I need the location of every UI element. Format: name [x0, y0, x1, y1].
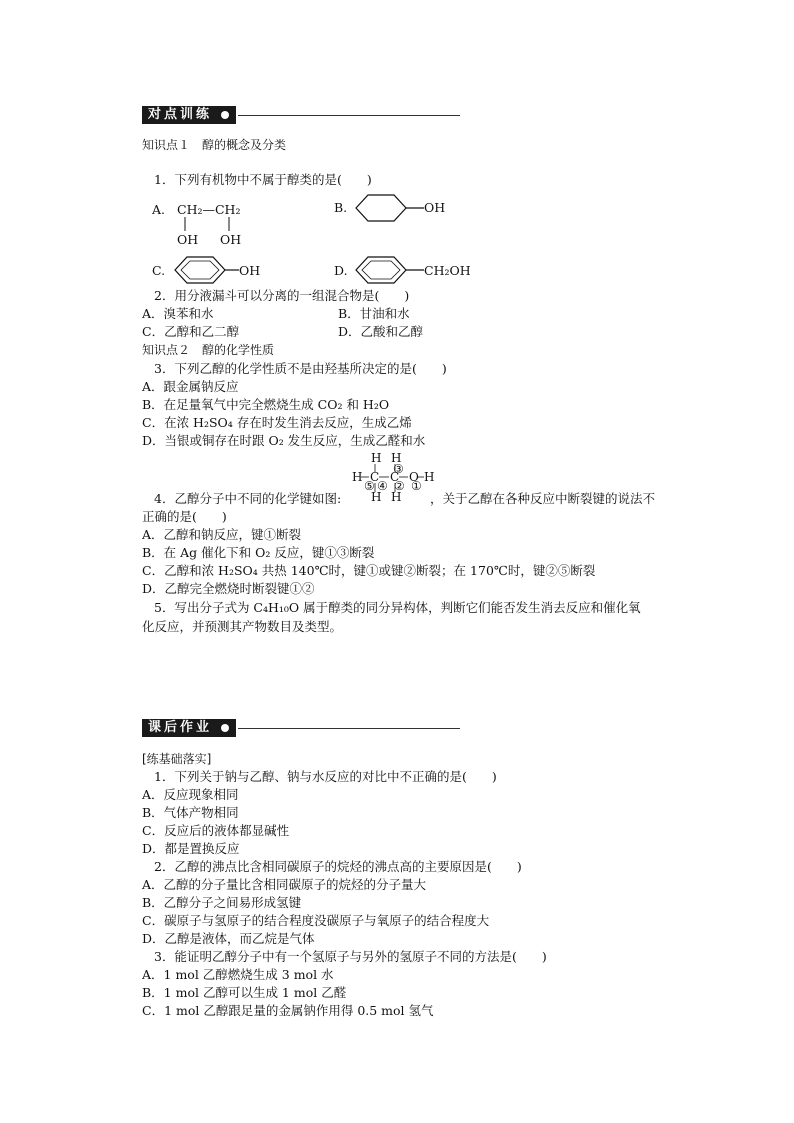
- q1-option-b-group: OH: [424, 200, 446, 215]
- q1-option-a-label: A.: [152, 202, 166, 217]
- hw-q3-option-b: B．1 mol 乙醇可以生成 1 mol 乙醛: [142, 985, 347, 1000]
- hw-q1-option-d: D．都是置换反应: [142, 841, 240, 856]
- q4-option-c: C．乙醇和浓 H₂SO₄ 共热 140℃时，键①或键②断裂；在 170℃时，键②⑤断裂: [142, 563, 596, 578]
- q1-option-c-label: C.: [152, 263, 166, 278]
- section-title: 对点训练: [142, 106, 236, 124]
- q4-option-d: D．乙醇完全燃烧时断裂键①②: [142, 581, 315, 596]
- q4-stem-c: 正确的是( ): [142, 509, 227, 524]
- q1-option-d-label: D.: [334, 263, 348, 278]
- hw-q3-stem: 3．能证明乙醇分子中有一个氢原子与另外的氢原子不同的方法是( ): [154, 949, 547, 964]
- q1-option-a-formula: CH₂—CH₂: [177, 202, 241, 217]
- ethanol-bond-diagram: [352, 451, 435, 504]
- q2-option-c: C．乙醇和乙二醇: [142, 324, 240, 339]
- q1-option-d-group: CH₂OH: [424, 263, 471, 278]
- bond-label-2: ②: [394, 479, 405, 493]
- q3-option-c: C．在浓 H₂SO₄ 存在时发生消去反应，生成乙烯: [142, 415, 412, 430]
- subhead-basic-practice: [练基础落实]: [142, 752, 212, 766]
- section-header-homework: [142, 718, 460, 738]
- bond-label-5: ⑤: [364, 479, 375, 493]
- hw-q2-option-a: A．乙醇的分子量比含相同碳原子的烷烃的分子量大: [142, 877, 427, 892]
- atom-h: H: [391, 490, 402, 504]
- knowledge-point-2: 知识点２ 醇的化学性质: [142, 343, 275, 357]
- q1-option-a-oh-1: OH: [177, 232, 199, 247]
- q5-line-1: 5．写出分子式为 C₄H₁₀O 属于醇类的同分异构体，判断它们能否发生消去反应和催化氧: [154, 600, 641, 615]
- bond-label-4: ④: [377, 479, 388, 493]
- header-rule: [238, 115, 460, 116]
- hw-q2-option-b: B．乙醇分子之间易形成氢键: [142, 895, 302, 910]
- q2-option-b: B．甘油和水: [338, 306, 410, 321]
- bullet-dot-icon: [221, 111, 229, 119]
- atom-h: H: [424, 470, 435, 484]
- q2-option-a: A．溴苯和水: [142, 306, 214, 321]
- q1-stem: 1．下列有机物中不属于醇类的是( ): [154, 172, 372, 187]
- atom-h: H: [391, 451, 402, 465]
- hw-q1-option-a: A．反应现象相同: [142, 787, 239, 802]
- atom-h: H: [371, 451, 382, 465]
- section-header-practice: [142, 105, 460, 125]
- section-title: 课后作业: [142, 719, 236, 737]
- benzene-ring-icon: [175, 255, 241, 285]
- atom-o: O: [409, 470, 419, 484]
- atom-h: H: [371, 490, 382, 504]
- knowledge-point-1: 知识点１ 醇的概念及分类: [142, 138, 287, 152]
- cyclohexane-ring-icon: [356, 193, 426, 223]
- q1-option-a-bonds: [170, 216, 260, 232]
- q3-option-b: B．在足量氧气中完全燃烧生成 CO₂ 和 H₂O: [142, 397, 390, 412]
- header-rule: [238, 728, 460, 729]
- atom-c: C: [390, 470, 400, 484]
- benzene-ring-icon: [356, 255, 426, 285]
- hw-q2-stem: 2．乙醇的沸点比含相同碳原子的烷烃的沸点高的主要原因是( ): [154, 859, 522, 874]
- bond-label-3: ③: [393, 462, 404, 476]
- q1-option-b-label: B.: [334, 200, 348, 215]
- hw-q1-option-b: B．气体产物相同: [142, 805, 239, 820]
- hw-q1-stem: 1．下列关于钠与乙醇、钠与水反应的对比中不正确的是( ): [154, 769, 497, 784]
- atom-h: H: [352, 470, 363, 484]
- hw-q2-option-c: C．碳原子与氢原子的结合程度没碳原子与氧原子的结合程度大: [142, 913, 490, 928]
- hw-q3-option-a: A．1 mol 乙醇燃烧生成 3 mol 水: [142, 967, 334, 982]
- q2-option-d: D．乙酸和乙醇: [338, 324, 424, 339]
- q5-line-2: 化反应，并预测其产物数目及类型。: [142, 619, 343, 634]
- q4-stem-b: ，关于乙醇在各种反应中断裂键的说法不: [430, 491, 656, 506]
- bullet-dot-icon: [221, 724, 229, 732]
- q2-stem: 2．用分液漏斗可以分离的一组混合物是( ): [154, 288, 410, 303]
- q4-option-a: A．乙醇和钠反应，键①断裂: [142, 527, 302, 542]
- q3-stem: 3．下列乙醇的化学性质不是由羟基所决定的是( ): [154, 361, 447, 376]
- hw-q2-option-d: D．乙醇是液体，而乙烷是气体: [142, 931, 315, 946]
- bond-label-1: ①: [411, 479, 422, 493]
- hw-q3-option-c: C．1 mol 乙醇跟足量的金属钠作用得 0.5 mol 氢气: [142, 1003, 434, 1018]
- q4-option-b: B．在 Ag 催化下和 O₂ 反应，键①③断裂: [142, 545, 375, 560]
- q3-option-d: D．当银或铜存在时跟 O₂ 发生反应，生成乙醛和水: [142, 433, 426, 448]
- q1-option-a-oh-2: OH: [220, 232, 242, 247]
- q4-stem-a: 4．乙醇分子中不同的化学键如图:: [154, 491, 342, 506]
- atom-c: C: [370, 470, 380, 484]
- q1-option-c-group: OH: [239, 263, 261, 278]
- hw-q1-option-c: C．反应后的液体都显碱性: [142, 823, 290, 838]
- q3-option-a: A．跟金属钠反应: [142, 379, 239, 394]
